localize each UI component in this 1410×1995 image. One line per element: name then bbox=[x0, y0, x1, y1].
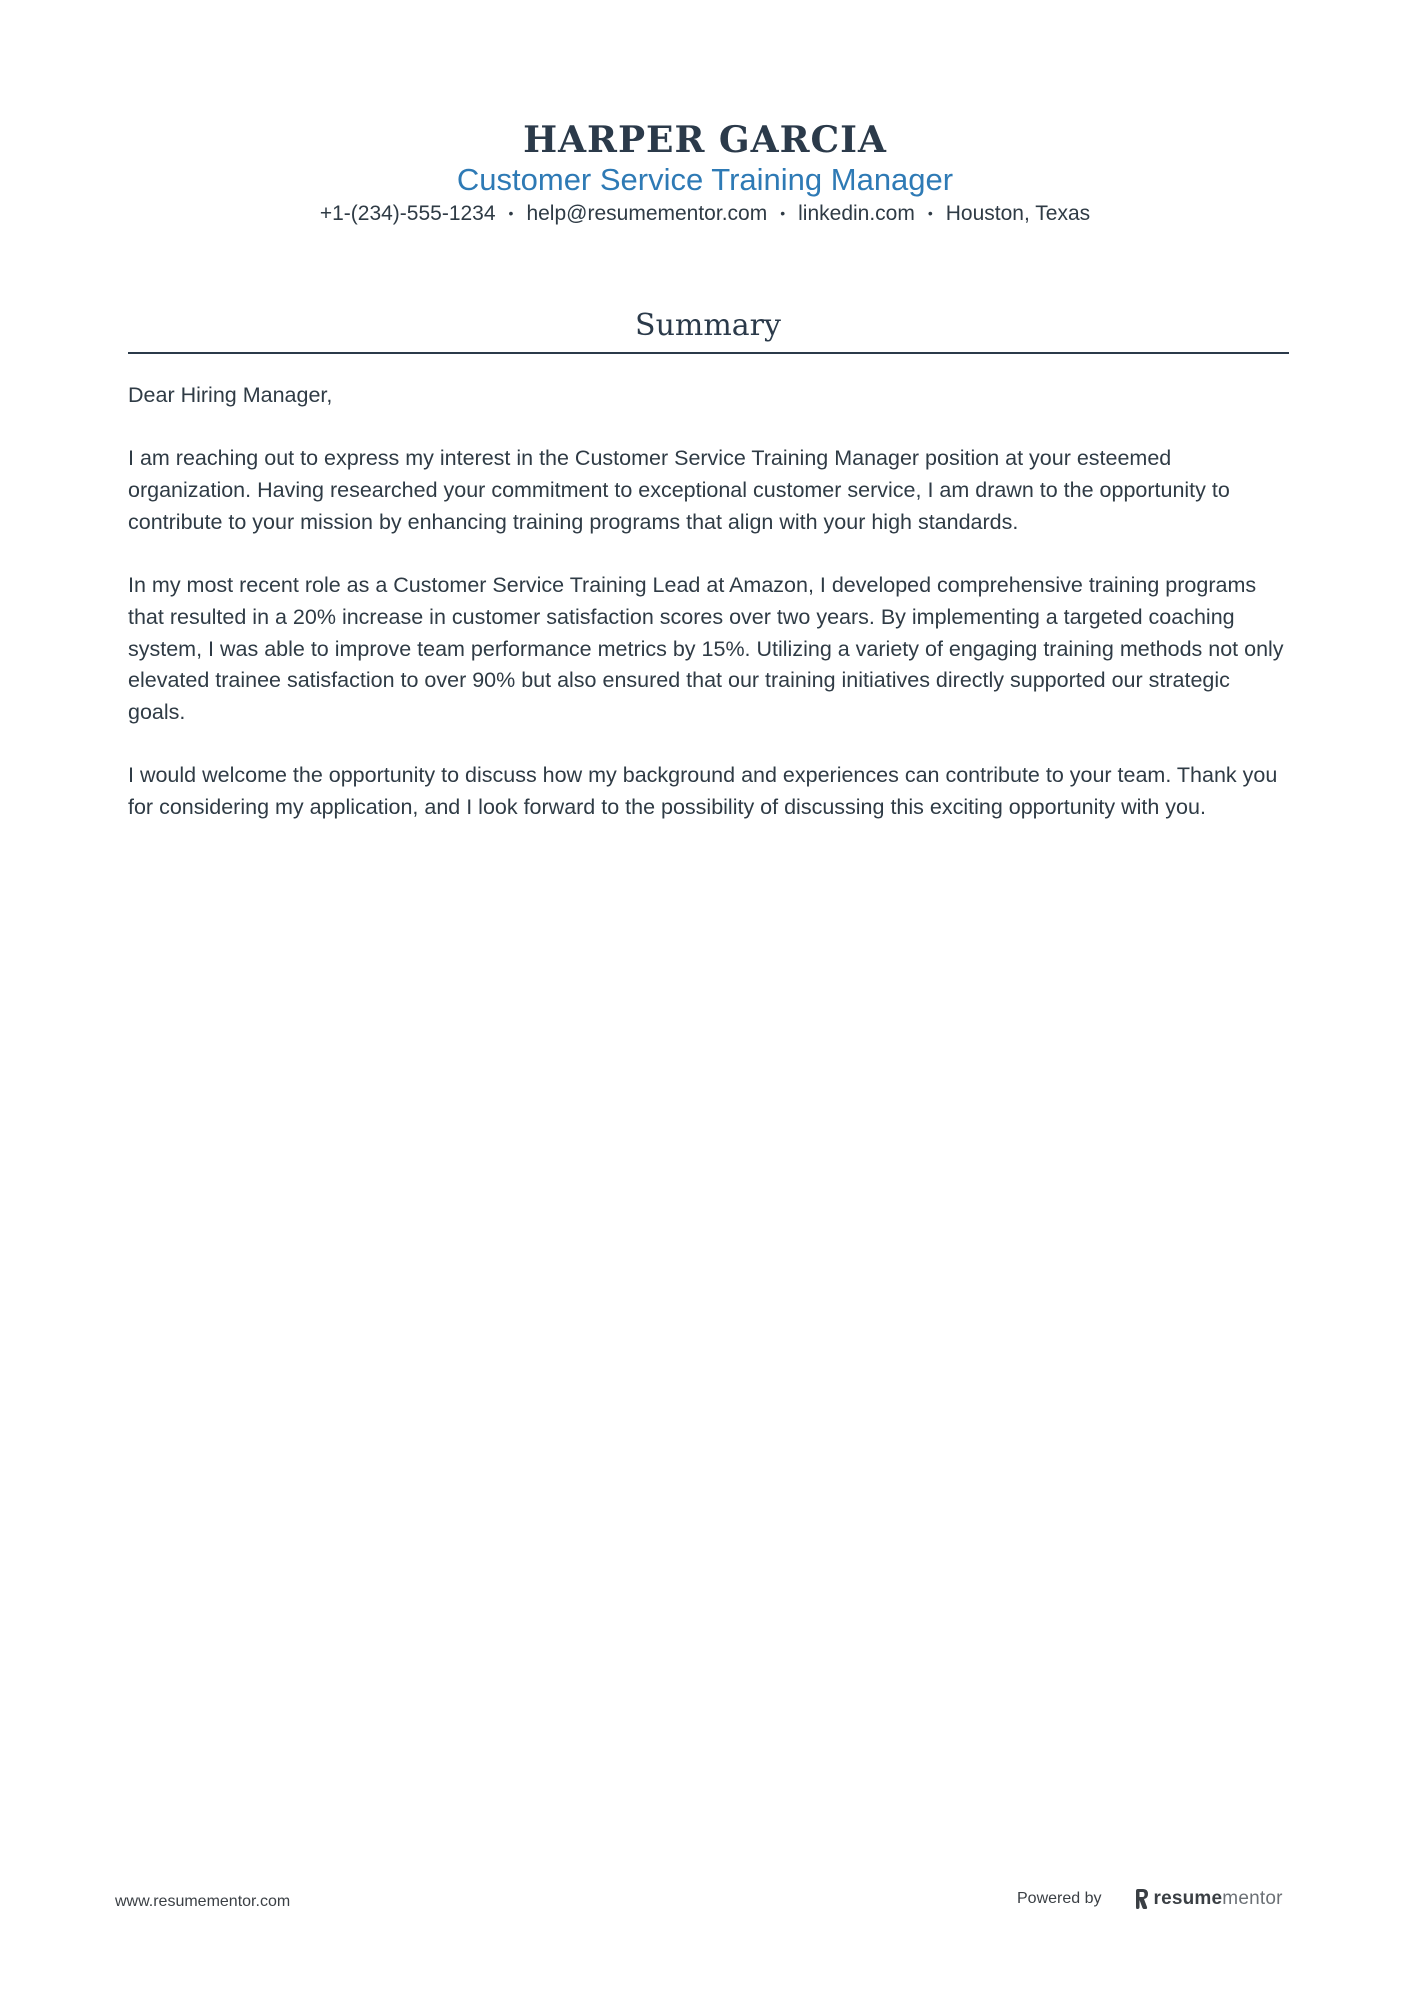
logo-wordmark-bold: resume bbox=[1153, 1888, 1223, 1909]
document-header bbox=[0, 116, 1410, 229]
resumementor-logo[interactable] bbox=[1134, 1888, 1283, 1910]
contact-line bbox=[0, 198, 1410, 229]
footer-website[interactable]: www.resumementor.com bbox=[115, 1893, 291, 1910]
letter-body bbox=[128, 380, 1293, 855]
job-title: Customer Service Training Manager bbox=[456, 162, 954, 197]
contact-phone: +1-(234)-555-1234 bbox=[319, 202, 496, 225]
powered-by-label: Powered by bbox=[1017, 1890, 1102, 1907]
logo-wordmark-light: mentor bbox=[1222, 1888, 1283, 1909]
footer-branding bbox=[1017, 1888, 1283, 1910]
section-title-summary: Summary bbox=[635, 308, 781, 343]
bullet-separator: • bbox=[780, 205, 786, 221]
logo-wordmark bbox=[1154, 1888, 1283, 1910]
contact-linkedin[interactable]: linkedin.com bbox=[798, 202, 915, 225]
candidate-name: HARPER GARCIA bbox=[523, 119, 887, 161]
letter-paragraph-3: I would welcome the opportunity to discuss how my background and experiences can contribute to your team. Thank you for considering my application, and I look forward to the possibility of discussing this exciting opportunity with you. bbox=[128, 763, 1278, 820]
letter-paragraph-1: I am reaching out to express my interest in the Customer Service Training Manager position at your esteemed organization. Having researched your commitment to exceptional customer service, I am drawn to the opportunity to contribute to your mission by enhancing training programs that align with your high standards. bbox=[128, 446, 1230, 534]
contact-location: Houston, Texas bbox=[945, 202, 1091, 225]
resumementor-logo-icon bbox=[1134, 1888, 1150, 1910]
contact-email[interactable]: help@resumementor.com bbox=[526, 202, 768, 225]
letter-paragraph-2: In my most recent role as a Customer Service Training Lead at Amazon, I developed comprehensive training programs that resulted in a 20% increase in customer satisfaction scores over two years. By implementing a targeted coaching system, I was able to improve team performance metrics by 15%. Utilizing a variety of engaging training methods not only elevated trainee satisfaction to over 90% but also ensured that our training initiatives directly supported our strategic goals. bbox=[128, 573, 1284, 724]
section-divider bbox=[128, 352, 1289, 354]
bullet-separator: • bbox=[927, 205, 933, 221]
letter-greeting: Dear Hiring Manager, bbox=[128, 383, 333, 407]
bullet-separator: • bbox=[508, 205, 514, 221]
